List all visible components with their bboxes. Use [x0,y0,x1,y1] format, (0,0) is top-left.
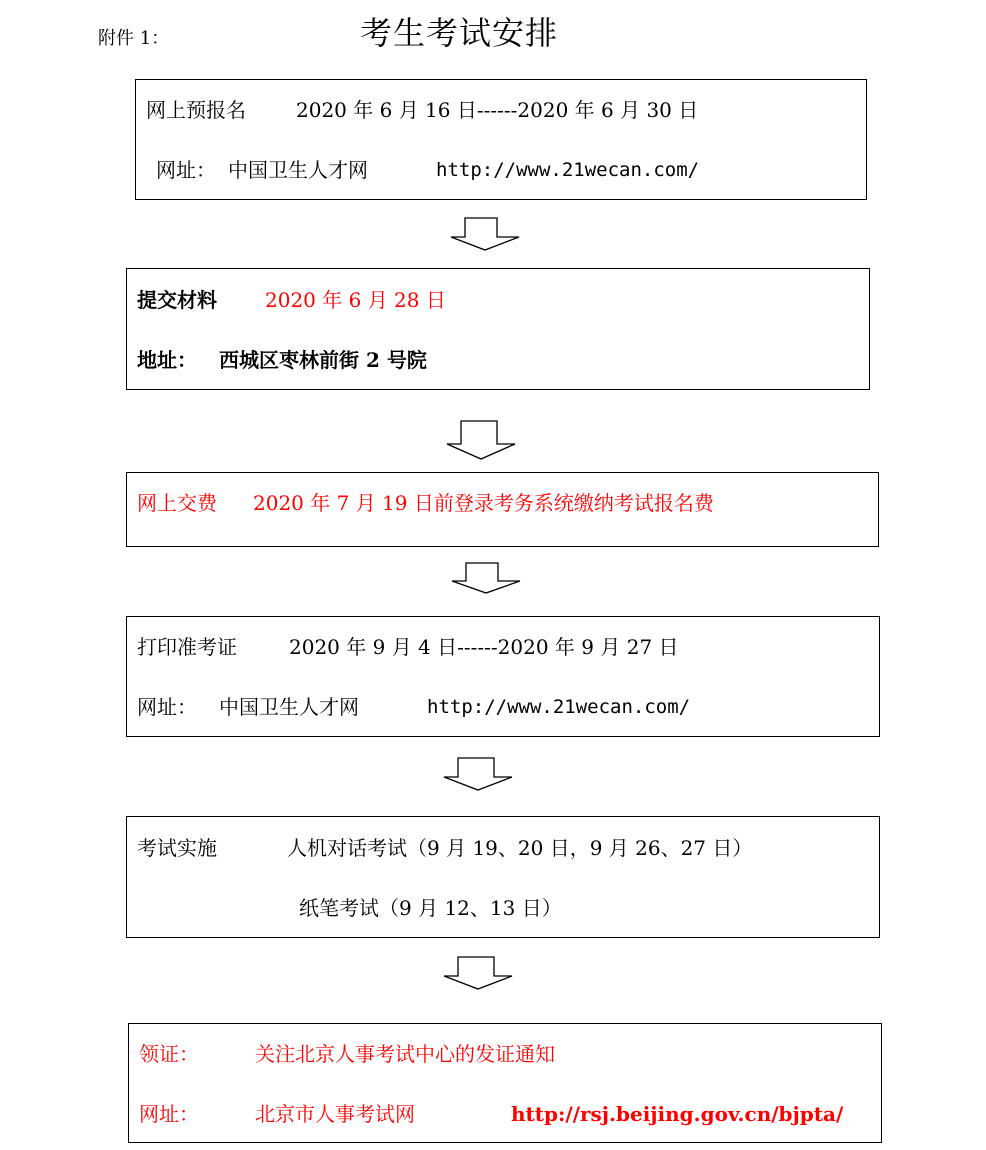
step-dates: 2020 年 9 月 4 日------2020 年 9 月 27 日 [289,635,679,659]
step-label: 领证： [139,1042,199,1066]
site-label: 网址： [139,1102,199,1126]
down-arrow-icon [449,217,521,251]
site-label: 网址： [156,158,216,182]
certificate-notice: 关注北京人事考试中心的发证通知 [255,1042,555,1066]
step-text: 2020 年 7 月 19 日前登录考务系统缴纳考试报名费 [253,491,714,515]
step-online-preregistration [135,79,867,200]
step-submit-materials [126,268,870,390]
site-url: http://www.21wecan.com/ [436,159,700,181]
step-dates: 2020 年 6 月 16 日------2020 年 6 月 30 日 [296,98,699,122]
address-value: 西城区枣林前街 2 号院 [219,348,427,372]
page-title: 考生考试安排 [360,14,559,52]
site-name: 中国卫生人才网 [228,158,368,182]
step-date: 2020 年 6 月 28 日 [265,288,446,312]
down-arrow-icon [442,757,514,791]
site-name: 中国卫生人才网 [219,695,359,719]
address-label: 地址： [137,348,197,372]
step-exam-implementation [126,816,880,938]
step-print-admission-ticket [126,616,880,737]
site-url: http://www.21wecan.com/ [427,696,691,718]
down-arrow-icon [450,562,522,594]
step-label: 打印准考证 [137,635,237,659]
down-arrow-icon [442,956,514,990]
step-label: 提交材料 [137,288,217,312]
site-url: http://rsj.beijing.gov.cn/bjpta/ [511,1102,844,1126]
attachment-label: 附件 1： [98,28,170,49]
step-label: 网上预报名 [146,98,246,122]
down-arrow-icon [445,420,517,460]
step-label: 考试实施 [137,836,217,860]
step-online-payment [126,472,879,547]
paper-exam-schedule: 纸笔考试（9 月 12、13 日） [299,896,562,920]
step-certificate-collection [128,1023,882,1143]
step-label: 网上交费 [137,491,217,515]
computer-exam-schedule: 人机对话考试（9 月 19、20 日，9 月 26、27 日） [287,836,753,860]
site-label: 网址： [137,695,197,719]
site-name: 北京市人事考试网 [255,1102,415,1126]
